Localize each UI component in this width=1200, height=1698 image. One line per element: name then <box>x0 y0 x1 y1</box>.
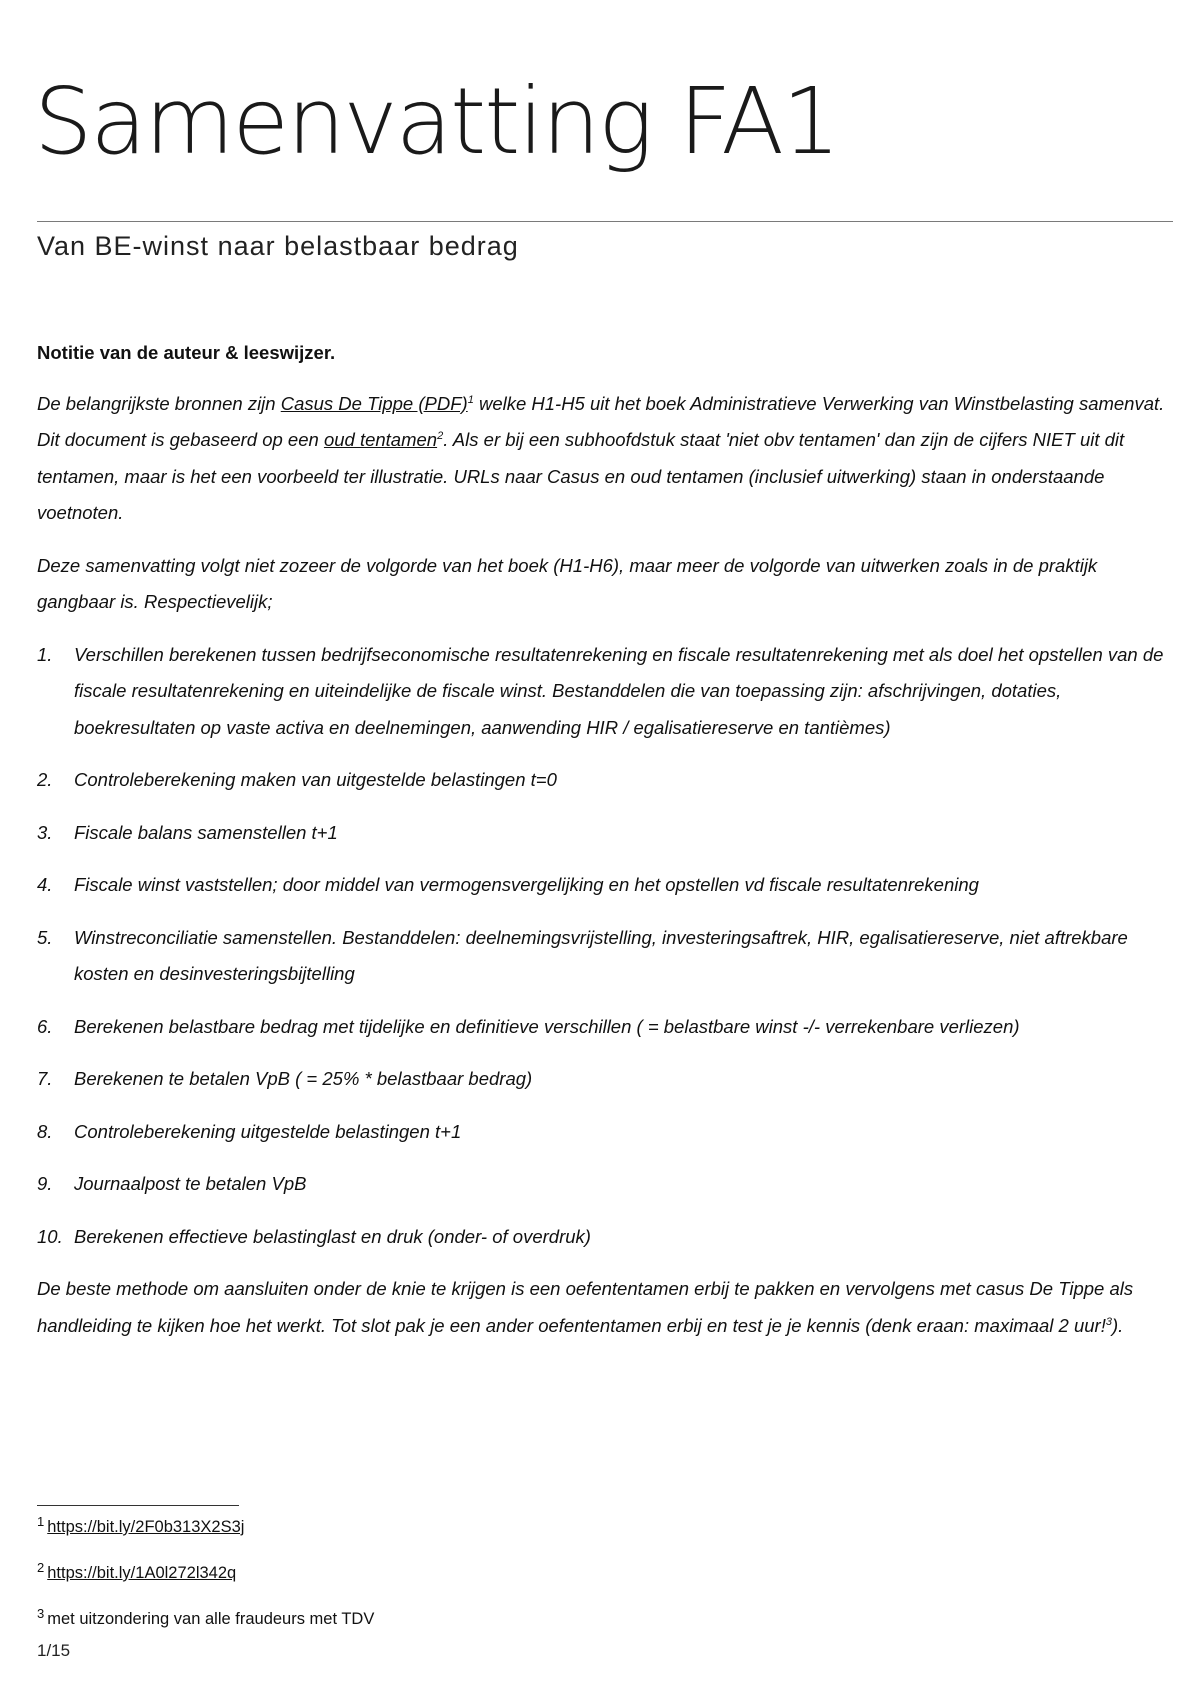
oud-tentamen-link[interactable]: oud tentamen <box>323 429 438 450</box>
list-item <box>37 1009 1173 1046</box>
closing-text-2: ). <box>1111 1314 1124 1336</box>
list-item <box>37 1061 1173 1098</box>
intro-text-3: . Als er bij een subhoofdstuk staat 'niet obv tentamen' dan zijn de cijfers NIET uit dit tentamen, maar is het een voorbeeld ter illustratie. URLs naar Casus en oud tentamen (inclusief uitwerking) staan in onderstaande voetnoten. <box>37 429 1125 523</box>
list-number: 6. <box>37 1015 53 1037</box>
list-number: 7. <box>37 1068 53 1089</box>
intro-text-2: welke H1-H5 uit het boek Administratieve Verwerking van Winstbelasting samenvat. Dit document is gebaseerd op een <box>37 392 1165 450</box>
footnote-2 <box>37 1561 737 1607</box>
list-item-text: Berekenen effectieve belastinglast en druk (onder- of overdruk) <box>74 1225 591 1247</box>
footnote-number: 2 <box>37 1560 45 1575</box>
footnote-ref-1[interactable]: 1 <box>467 393 474 406</box>
footnote-number: 3 <box>37 1606 45 1621</box>
list-item-text: Fiscale balans samenstellen t+1 <box>74 821 338 843</box>
page-number: 1/15 <box>37 1641 71 1660</box>
document-title: Samenvatting FA1 <box>34 68 839 175</box>
steps-list <box>37 637 1173 1256</box>
intro-paragraph <box>37 386 1173 532</box>
footnote-number: 1 <box>37 1514 45 1529</box>
list-item <box>37 762 1173 799</box>
closing-text-1: De beste methode om aansluiten onder de knie te krijgen is een oefententamen erbij te pakken en vervolgens met casus De Tippe als handleiding te kijken hoe het werkt. Tot slot pak je een ander oefententamen erbij en test je je kennis (denk eraan: maximaal 2 uur! <box>37 1278 1134 1336</box>
footnote-1 <box>37 1515 737 1561</box>
list-item <box>37 815 1173 852</box>
document-page <box>34 0 1173 1698</box>
list-item <box>37 867 1173 904</box>
list-item-text: Controleberekening uitgestelde belastingen t+1 <box>74 1120 462 1142</box>
list-item-text: Controleberekening maken van uitgestelde belastingen t=0 <box>74 769 557 790</box>
footnotes <box>37 1515 737 1653</box>
list-number: 8. <box>37 1120 53 1142</box>
footnote-3 <box>37 1607 737 1653</box>
list-item-text: Berekenen te betalen VpB ( = 25% * belastbaar bedrag) <box>74 1068 533 1089</box>
casus-link[interactable]: Casus De Tippe (PDF) <box>280 392 468 414</box>
intro-text-1: De belangrijkste bronnen zijn <box>37 392 281 414</box>
document-body <box>37 335 1173 1360</box>
footnote-ref-3[interactable]: 3 <box>1105 1315 1112 1328</box>
list-number: 5. <box>37 926 53 948</box>
footnote-text-3: met uitzondering van alle fraudeurs met TDV <box>47 1610 375 1628</box>
list-item <box>37 920 1173 993</box>
order-paragraph: Deze samenvatting volgt niet zozeer de volgorde van het boek (H1-H6), maar meer de volgorde van uitwerken zoals in de praktijk gangbaar is. Respectievelijk; <box>37 554 1098 612</box>
footnote-divider <box>37 1505 239 1506</box>
list-number: 1. <box>37 643 53 665</box>
list-number: 9. <box>37 1173 53 1194</box>
list-item <box>37 637 1173 747</box>
list-item-text: Fiscale winst vaststellen; door middel van vermogensvergelijking en het opstellen vd fiscale resultatenrekening <box>74 874 979 895</box>
title-divider <box>37 221 1173 222</box>
list-item <box>37 1166 1173 1203</box>
list-item <box>37 1114 1173 1151</box>
list-item-text: Winstreconciliatie samenstellen. Bestanddelen: deelnemingsvrijstelling, investeringsaftrek, HIR, egalisatiereserve, niet aftrekbare kosten en desinvesteringsbijtelling <box>74 926 1128 984</box>
footnote-link-1[interactable]: https://bit.ly/2F0b313X2S3j <box>47 1518 245 1536</box>
document-subtitle: Van BE-winst naar belastbaar bedrag <box>37 231 519 261</box>
list-number: 2. <box>37 769 53 790</box>
list-item-text: Verschillen berekenen tussen bedrijfseconomische resultatenrekening en fiscale resultatenrekening met als doel het opstellen van de fiscale resultatenrekening en uiteindelijke de fiscale winst. Bestanddelen die van toepassing zijn: afschrijvingen, dotaties, boekresultaten op vaste activa en deelnemingen, aanwending HIR / egalisatiereserve en tantièmes) <box>74 643 1164 738</box>
footnote-ref-2[interactable]: 2 <box>437 429 444 442</box>
list-number: 10. <box>37 1225 63 1247</box>
list-item-text: Journaalpost te betalen VpB <box>74 1173 307 1194</box>
note-heading: Notitie van de auteur & leeswijzer. <box>37 342 336 363</box>
list-number: 4. <box>37 874 53 895</box>
list-number: 3. <box>37 821 53 843</box>
list-item <box>37 1219 1173 1256</box>
list-item-text: Berekenen belastbare bedrag met tijdelijke en definitieve verschillen ( = belastbare winst -/- verrekenbare verliezen) <box>74 1015 1020 1037</box>
footnote-link-2[interactable]: https://bit.ly/1A0l272l342q <box>47 1564 237 1582</box>
closing-paragraph <box>37 1271 1173 1344</box>
